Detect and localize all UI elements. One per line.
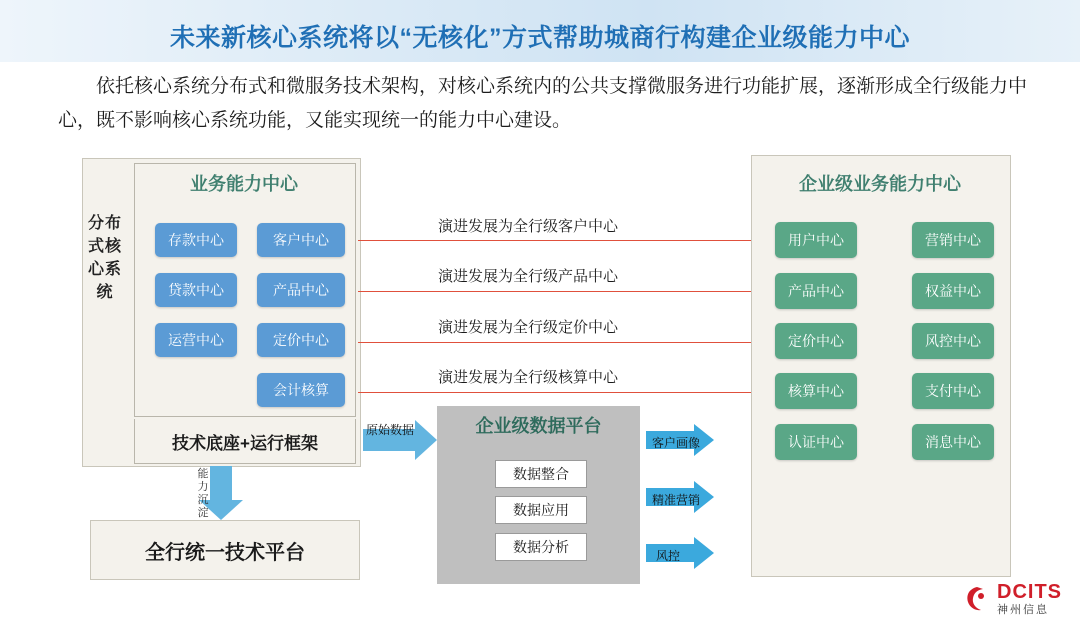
left-pill-product-center[interactable]: 产品中心	[257, 273, 345, 307]
logo-text-cn: 神州信息	[997, 604, 1049, 616]
brand-logo	[963, 582, 1062, 616]
connector-label-1: 演进发展为全行级客户中心	[438, 218, 619, 235]
capability-precipitation-arrow-body	[210, 466, 232, 500]
unified-tech-platform: 全行统一技术平台	[90, 520, 360, 580]
left-pill-operation-center[interactable]: 运营中心	[155, 323, 237, 357]
right-pill-auth-center[interactable]: 认证中心	[775, 424, 857, 460]
dcits-logo-icon	[963, 585, 991, 613]
right-pill-message-center[interactable]: 消息中心	[912, 424, 994, 460]
raw-data-arrow-label: 原始数据	[366, 423, 415, 437]
raw-data-arrow-head	[415, 420, 437, 460]
business-capability-center-title: 业务能力中心	[190, 174, 298, 194]
right-pill-accounting-center[interactable]: 核算中心	[775, 373, 857, 409]
capability-precipitation-label: 能力沉淀	[197, 468, 209, 519]
left-pill-accounting-center[interactable]: 会计核算	[257, 373, 345, 407]
data-platform-item-analysis[interactable]: 数据分析	[495, 533, 587, 561]
data-platform-item-integration[interactable]: 数据整合	[495, 460, 587, 488]
left-pill-deposit-center[interactable]: 存款中心	[155, 223, 237, 257]
distributed-core-label: 分布式核心系统	[88, 215, 123, 301]
left-pill-pricing-center[interactable]: 定价中心	[257, 323, 345, 357]
enterprise-capability-panel	[751, 155, 1011, 577]
connector-label-4: 演进发展为全行级核算中心	[438, 369, 619, 386]
right-pill-product-center[interactable]: 产品中心	[775, 273, 857, 309]
output-arrow-marketing-label: 精准营销	[652, 493, 701, 507]
right-pill-marketing-center[interactable]: 营销中心	[912, 222, 994, 258]
right-pill-pricing-center[interactable]: 定价中心	[775, 323, 857, 359]
connector-line-2	[358, 291, 758, 292]
data-platform-item-application[interactable]: 数据应用	[495, 496, 587, 524]
connector-label-2: 演进发展为全行级产品中心	[438, 268, 619, 285]
data-platform-title: 企业级数据平台	[475, 416, 602, 436]
tech-base-label: 技术底座+运行框架	[134, 419, 356, 464]
left-pill-loan-center[interactable]: 贷款中心	[155, 273, 237, 307]
connector-line-3	[358, 342, 758, 343]
right-pill-rights-center[interactable]: 权益中心	[912, 273, 994, 309]
output-arrow-portrait-label: 客户画像	[652, 436, 701, 450]
output-arrow-risk-label: 风控	[656, 549, 681, 563]
output-arrow-risk-head	[694, 537, 714, 569]
right-pill-risk-center[interactable]: 风控中心	[912, 323, 994, 359]
connector-line-1	[358, 240, 758, 241]
connector-line-4	[358, 392, 758, 393]
logo-text	[997, 582, 1062, 616]
connector-label-3: 演进发展为全行级定价中心	[438, 319, 619, 336]
right-pill-user-center[interactable]: 用户中心	[775, 222, 857, 258]
enterprise-capability-title: 企业级业务能力中心	[799, 174, 961, 194]
logo-text-en: DCITS	[997, 581, 1062, 603]
page-title: 未来新核心系统将以“无核化”方式帮助城商行构建企业级能力中心	[169, 24, 910, 52]
intro-paragraph: 依托核心系统分布式和微服务技术架构，对核心系统内的公共支撑微服务进行功能扩展，逐渐形成全行级能力中心，既不影响核心系统功能，又能实现统一的能力中心建设。	[58, 76, 1028, 131]
right-pill-payment-center[interactable]: 支付中心	[912, 373, 994, 409]
left-pill-customer-center[interactable]: 客户中心	[257, 223, 345, 257]
